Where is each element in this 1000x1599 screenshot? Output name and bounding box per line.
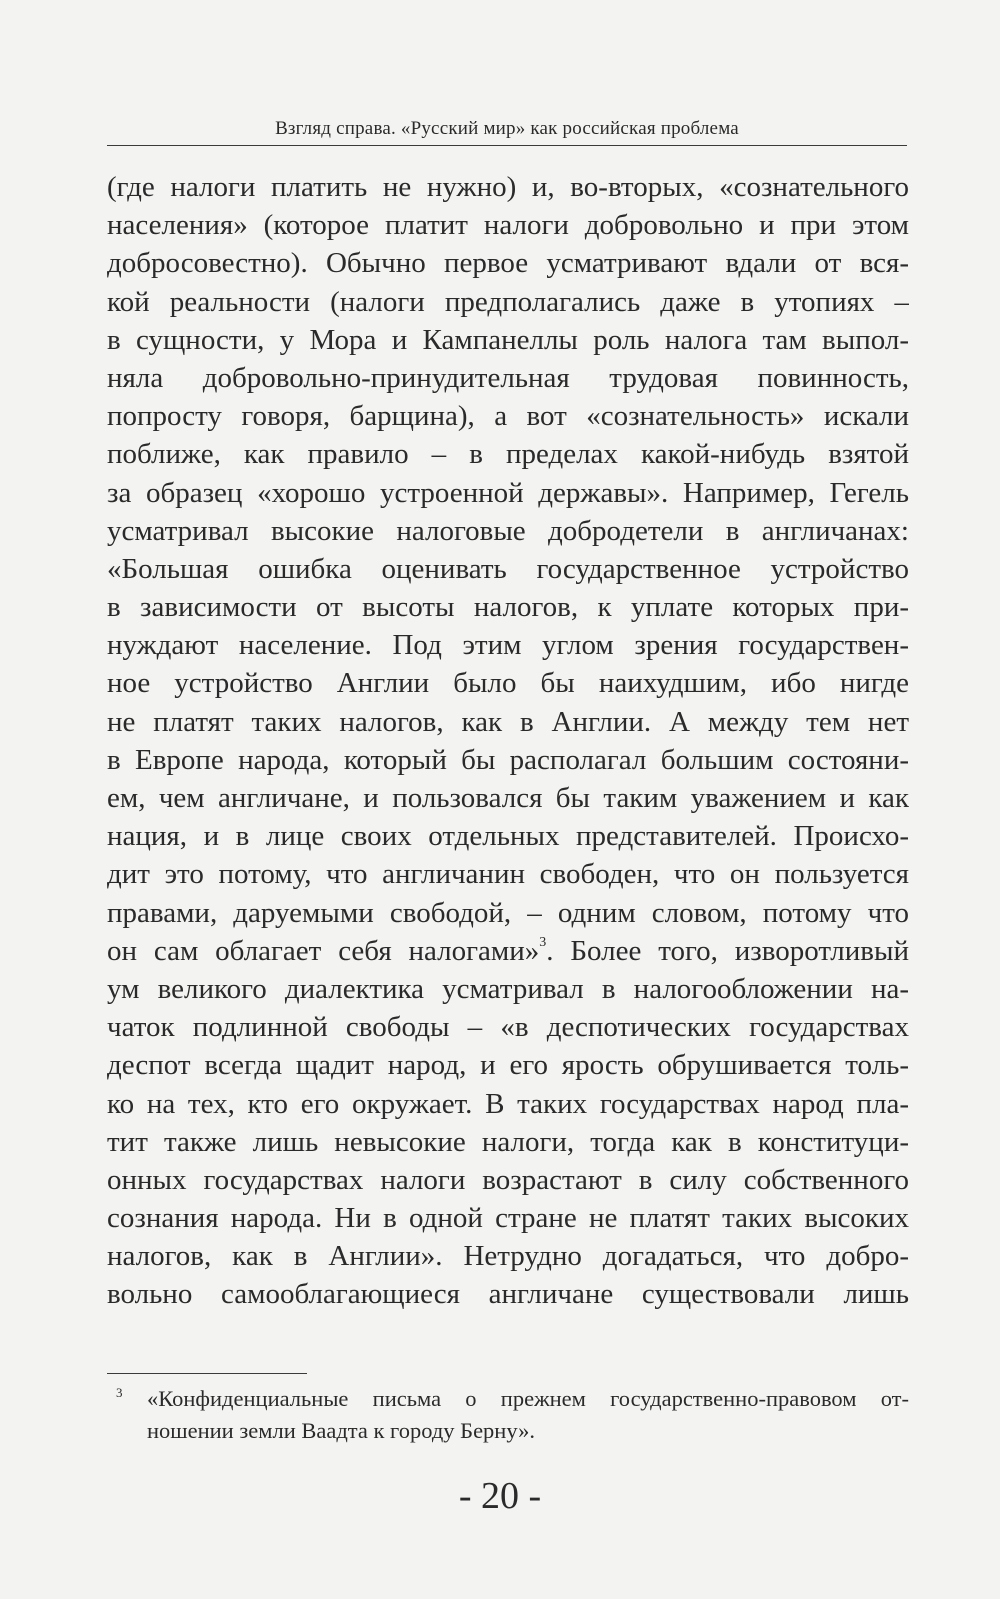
text-line: поближе, как правило – в пределах какой-нибудь взятой [107, 438, 909, 471]
footnote-mark: 3 [116, 1385, 123, 1400]
footnote [107, 1383, 909, 1447]
text-line: (где налоги платить не нужно) и, во-вторых, «сознательного [107, 171, 909, 203]
footnote-line: ношении земли Ваадта к городу Берну». [147, 1418, 536, 1443]
text-line: в зависимости от высоты налогов, к уплате которых при- [107, 591, 909, 624]
text-line: добросовестно). Обычно первое усматривают вдали от вся- [107, 247, 909, 280]
footnote-rule [107, 1373, 307, 1374]
text-line: налогов, как в Англии». Нетрудно догадаться, что добро- [107, 1240, 909, 1273]
text-line: чаток подлинной свободы – «в деспотических государствах [107, 1011, 909, 1044]
text-segment: . Более того, изворотливый [546, 934, 909, 967]
text-line: нация, и в лице своих отдельных представителей. Происхо- [107, 820, 909, 853]
header-rule [107, 145, 907, 146]
text-line: нуждают население. Под этим углом зрения государствен- [107, 629, 909, 662]
footnote-line: «Конфиденциальные письма о прежнем государственно-правовом от- [147, 1386, 909, 1411]
text-line: вольно самооблагающиеся англичане существовали лишь [107, 1278, 909, 1311]
text-line: ко на тех, кто его окружает. В таких государствах народ пла- [107, 1087, 909, 1120]
body-text [107, 168, 909, 1314]
text-line: ум великого диалектика усматривал в налогообложении на- [107, 972, 909, 1005]
text-line: кой реальности (налоги предполагались даже в утопиях – [107, 285, 909, 318]
text-line: тит также лишь невысокие налоги, тогда как в конституци- [107, 1125, 909, 1158]
text-line-with-footnote-ref [107, 932, 909, 970]
text-line: в Европе народа, который бы располагал большим состояни- [107, 743, 909, 776]
text-line: ное устройство Англии было бы наихудшим, ибо нигде [107, 667, 909, 700]
text-line: деспот всегда щадит народ, и его ярость обрушивается толь- [107, 1049, 909, 1082]
text-line: населения» (которое платит налоги добровольно и при этом [107, 209, 909, 242]
text-line: «Большая ошибка оценивать государственное устройство [107, 552, 909, 585]
text-line: попросту говоря, барщина), а вот «сознательность» искали [107, 400, 909, 433]
text-line: онных государствах налоги возрастают в силу собственного [107, 1163, 909, 1196]
text-line: не платят таких налогов, как в Англии. А между тем нет [107, 705, 909, 738]
text-line: в сущности, у Мора и Кампанеллы роль налога там выпол- [107, 323, 909, 356]
footnote-reference[interactable]: 3 [539, 934, 547, 950]
text-line: няла добровольно-принудительная трудовая повинность, [107, 361, 909, 394]
page-number: - 20 - [458, 1475, 542, 1517]
text-line: дит это потому, что англичанин свободен, что он пользуется [107, 858, 909, 891]
text-segment: он сам облагает себя налогами» [107, 934, 540, 967]
text-line: за образец «хорошо устроенной державы». Например, Гегель [107, 476, 909, 509]
running-head: Взгляд справа. «Русский мир» как российская проблема [275, 118, 739, 139]
text-line: сознания народа. Ни в одной стране не платят таких высоких [107, 1202, 909, 1235]
text-line: ем, чем англичане, и пользовался бы таким уважением и как [107, 782, 909, 814]
text-line: правами, даруемыми свободой, – одним словом, потому что [107, 896, 909, 929]
text-line: усматривал высокие налоговые добродетели в англичанах: [107, 514, 909, 547]
